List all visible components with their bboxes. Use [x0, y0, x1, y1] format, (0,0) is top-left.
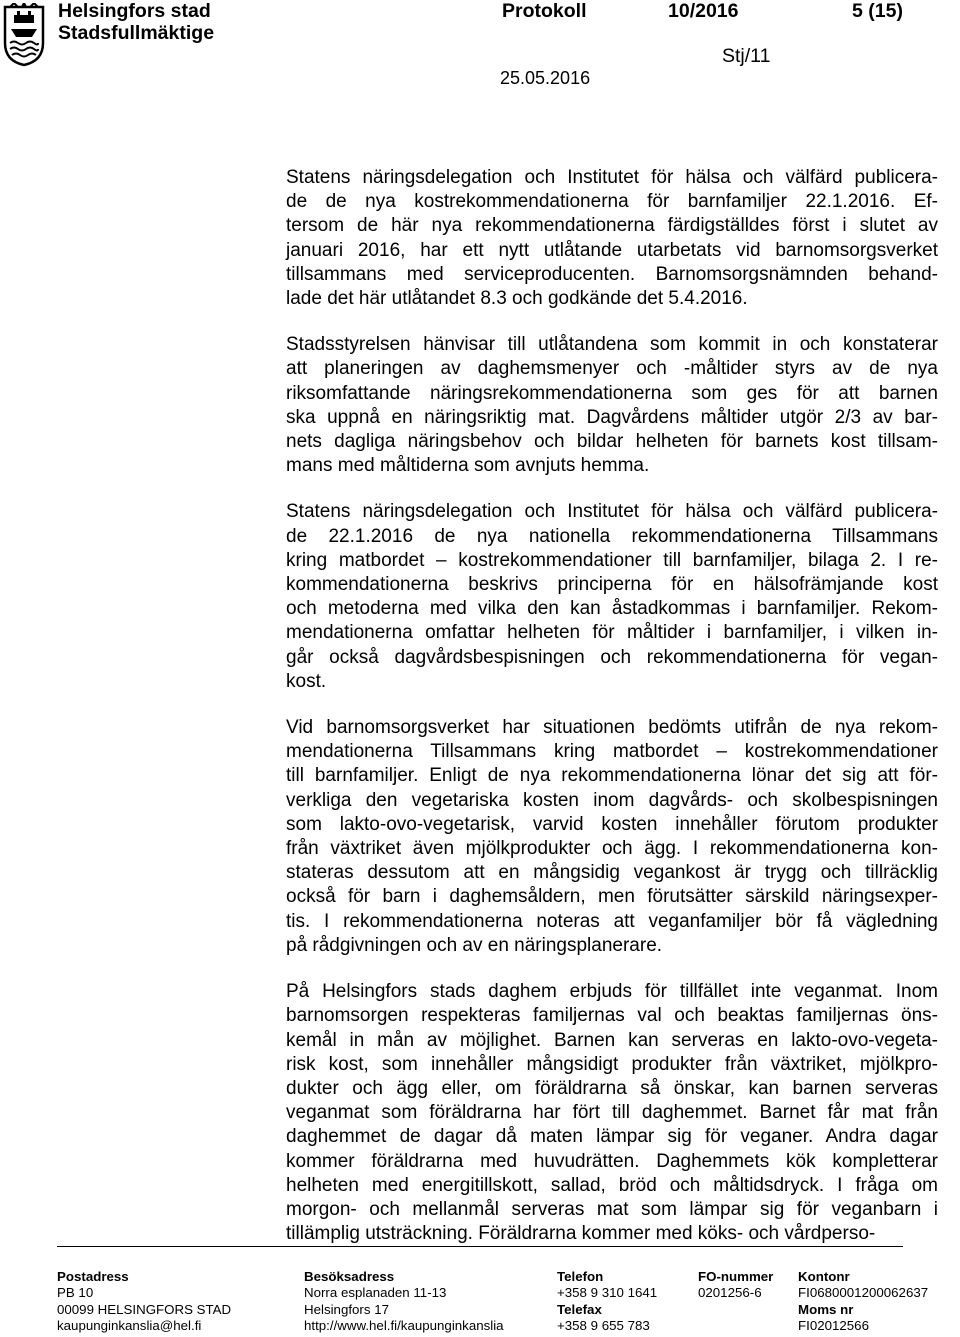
organization-name: Helsingfors stad: [58, 0, 211, 22]
footer-divider: [57, 1246, 903, 1247]
body-paragraph: [286, 333, 938, 478]
section-reference: Stj/11: [722, 45, 771, 67]
footer-heading: Postadress: [57, 1269, 129, 1284]
text-line: de de nya kostrekommendationerna för barnfamiljer 22.1.2016. Ef-: [286, 191, 938, 213]
text-line: tis. I rekommendationerna noteras att veganfamiljer bör få vägledning: [286, 910, 938, 932]
text-line: nets dagliga näringsbehov och bildar helheten för barnets kost tillsam-: [286, 431, 938, 453]
footer-heading: FO-nummer: [698, 1269, 774, 1284]
text-line: barnomsorgen respekteras familjernas val och beaktas familjernas öns-: [286, 1005, 938, 1027]
text-line: Stadsstyrelsen hänvisar till utlåtandena som kommit in och konstaterar: [286, 334, 938, 356]
footer-phone: [557, 1269, 657, 1334]
text-line: På Helsingfors stads daghem erbjuds för tillfället inte veganmat. Inom: [286, 981, 938, 1003]
footer-email[interactable]: kaupunginkanslia@hel.fi: [57, 1317, 202, 1333]
text-line: kring matbordet – kostrekommendationer till barnfamiljer, bilaga 2. I re-: [286, 549, 938, 571]
footer-business-id: [698, 1269, 773, 1302]
footer-line: Helsingfors 17: [304, 1301, 389, 1317]
text-line: ska uppnå en näringsriktig mat. Dagvårdens måltider utgör 2/3 av bar-: [286, 406, 938, 428]
footer-heading: Telefon: [557, 1269, 604, 1284]
footer-account: [798, 1269, 928, 1334]
business-id: 0201256-6: [698, 1285, 762, 1301]
footer-line: PB 10: [57, 1285, 94, 1301]
text-line: Vid barnomsorgsverket har situationen bedömts utifrån de nya rekom-: [286, 717, 938, 739]
text-line: veganmat som föräldrarna har fört till daghemmet. Barnet får mat från: [286, 1102, 938, 1124]
body-paragraph: [286, 716, 938, 958]
document-body: [286, 166, 938, 1268]
text-line: från växtriket även mjölkprodukter och ägg. I rekommendationerna kon-: [286, 838, 938, 860]
text-line: kost.: [286, 670, 327, 692]
account-number: FI0680001200062637: [798, 1285, 929, 1301]
footer-heading: Telefax: [557, 1301, 602, 1317]
text-line: också för barn i daghemsåldern, men förutsätter särskild näringsexper-: [286, 886, 938, 908]
text-line: lade det här utlåtandet 8.3 och godkände det 5.4.2016.: [286, 288, 748, 310]
document-type: Protokoll: [502, 0, 587, 22]
helsinki-coat-of-arms-icon: [2, 3, 46, 67]
text-line: som lakto-ovo-vegetarisk, varvid kosten innehåller förutom produkter: [286, 813, 938, 835]
body-paragraph: [286, 500, 938, 694]
text-line: kommendationerna beskrivs principerna för en hälsofrämjande kost: [286, 574, 938, 596]
document-number: 10/2016: [668, 0, 739, 22]
meeting-date: 25.05.2016: [500, 68, 591, 88]
text-line: mendationerna omfattar helheten för måltider i barnfamiljer, i vilken in-: [286, 622, 938, 644]
footer-heading: Moms nr: [798, 1301, 854, 1317]
body-paragraph: [286, 166, 938, 311]
phone-number: +358 9 310 1641: [557, 1285, 658, 1301]
text-line: riksomfattande näringsrekommendationerna som ges för att barnen: [286, 382, 938, 404]
text-line: till barnfamiljer. Enligt de nya rekommendationerna lönar det sig att för-: [286, 765, 938, 787]
text-line: på rådgivningen och av en näringsplanerare.: [286, 934, 663, 956]
text-line: kommer föräldrarna med huvudrätten. Daghemmets kök kompletterar: [286, 1150, 938, 1172]
text-line: verkliga den vegetariska kosten inom dagvårds- och skolbespisningen: [286, 789, 938, 811]
footer-heading: Kontonr: [798, 1269, 850, 1284]
page-number: 5 (15): [852, 0, 903, 22]
text-line: risk kost, som innehåller mångsidigt produkter från växtriket, mjölkpro-: [286, 1053, 938, 1075]
footer-visiting-address: [304, 1269, 504, 1334]
footer-postal-address: [57, 1269, 231, 1334]
text-line: går också dagvårdsbespisningen och rekommendationerna för vegan-: [286, 646, 938, 668]
text-line: januari 2016, har ett nytt utlåtande utarbetats vid barnomsorgsverket: [286, 239, 938, 261]
text-line: mans med måltiderna som avnjuts hemma.: [286, 455, 650, 477]
text-line: att planeringen av daghemsmenyer och -måltider styrs av de nya: [286, 358, 938, 380]
text-line: daghemmet de dagar då maten lämpar sig för veganer. Andra dagar: [286, 1126, 938, 1148]
text-line: tersom de här nya rekommendationerna färdigställdes först i slutet av: [286, 215, 938, 237]
text-line: stateras dessutom att en mångsidig vegankost är trygg och tillräcklig: [286, 862, 938, 884]
text-line: tillämplig utsträckning. Föräldrarna kommer med köks- och vårdperso-: [286, 1223, 876, 1245]
footer-heading: Besöksadress: [304, 1269, 395, 1284]
text-line: och metoderna med vilka den kan åstadkommas i barnfamiljer. Rekom-: [286, 598, 938, 620]
text-line: kemål in mån av möjlighet. Barnen kan serveras en lakto-ovo-vegeta-: [286, 1029, 938, 1051]
body-paragraph: [286, 980, 938, 1246]
footer-line: 00099 HELSINGFORS STAD: [57, 1301, 232, 1317]
text-line: helheten med energitillskott, sallad, bröd och måltidsdryck. I fråga om: [286, 1174, 938, 1196]
text-line: Statens näringsdelegation och Institutet för hälsa och välfärd publicera-: [286, 167, 938, 188]
decision-body: Stadsfullmäktige: [58, 22, 215, 44]
text-line: tillsammans med serviceproducenten. Barnomsorgsnämnden behand-: [286, 263, 938, 285]
text-line: de 22.1.2016 de nya nationella rekommendationerna Tillsammans: [286, 525, 938, 547]
text-line: morgon- och mellanmål serveras mat som lämpar sig för veganbarn i: [286, 1198, 938, 1220]
footer-line: Norra esplanaden 11-13: [304, 1285, 447, 1301]
text-line: dukter och ägg eller, om föräldrarna så önskar, kan barnen serveras: [286, 1077, 938, 1099]
footer-website-link[interactable]: http://www.hel.fi/kaupunginkanslia: [304, 1317, 504, 1333]
text-line: mendationerna Tillsammans kring matbordet – kostrekommendationer: [286, 741, 938, 763]
vat-number: FI02012566: [798, 1317, 869, 1333]
fax-number: +358 9 655 783: [557, 1317, 650, 1333]
text-line: Statens näringsdelegation och Institutet för hälsa och välfärd publicera-: [286, 501, 938, 523]
